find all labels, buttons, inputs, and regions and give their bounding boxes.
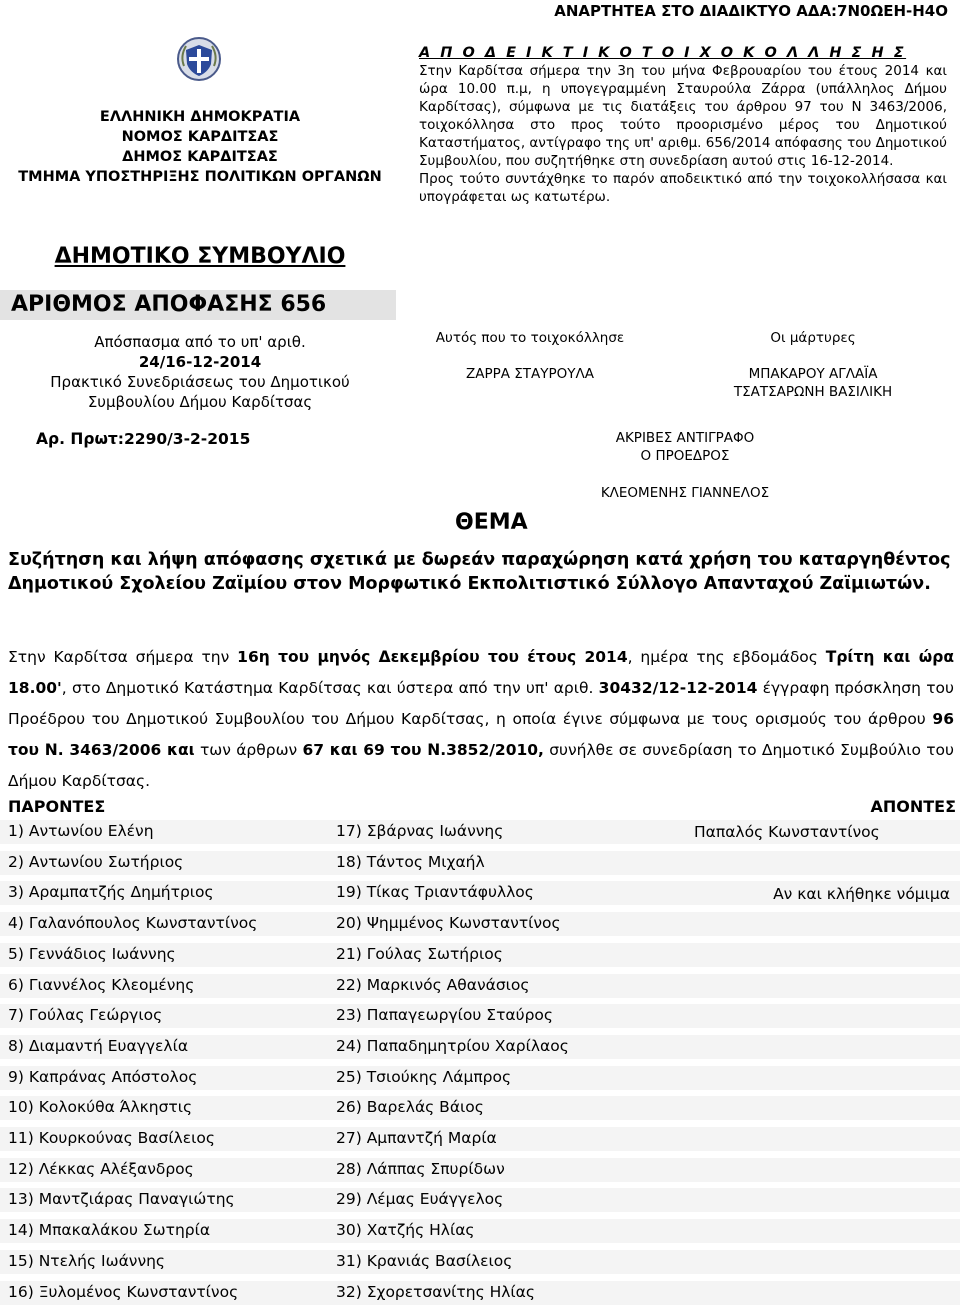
witnesses-label: Οι μάρτυρες bbox=[770, 330, 856, 346]
present-member: 28) Λάππας Σπυρίδων bbox=[336, 1160, 505, 1178]
present-member: 9) Καπράνας Απόστολος bbox=[8, 1068, 198, 1086]
intro-law-1: 96 του Ν. 3463/2006 και bbox=[8, 710, 954, 759]
present-member: 27) Αμπαντζή Μαρία bbox=[336, 1129, 497, 1147]
present-member: 22) Μαρκινός Αθανάσιος bbox=[336, 976, 530, 994]
extract-line-4: Συμβουλίου Δήμου Καρδίτσας bbox=[87, 393, 313, 411]
org-line-3: ΔΗΜΟΣ ΚΑΡΔΙΤΣΑΣ bbox=[122, 149, 278, 165]
present-member: 1) Αντωνίου Ελένη bbox=[8, 822, 154, 840]
present-member: 26) Βαρελάς Βάιος bbox=[336, 1098, 484, 1116]
absent-member: Παπαλός Κωνσταντίνος bbox=[694, 823, 880, 841]
president-name: ΚΛΕΟΜΕΝΗΣ ΓΙΑΝΝΕΛΟΣ bbox=[600, 485, 770, 501]
organization-block bbox=[0, 107, 400, 187]
posting-title: Α Π Ο Δ Ε Ι Κ Τ Ι Κ Ο Τ Ο Ι Χ Ο Κ Ο Λ Λ Η Σ Η Σ bbox=[419, 45, 907, 61]
intro-text-1: Στην Καρδίτσα σήμερα την bbox=[8, 648, 238, 666]
intro-law-2: 67 και 69 του Ν.3852/2010, bbox=[302, 741, 544, 759]
org-line-4: ΤΜΗΜΑ ΥΠΟΣΤΗΡΙΞΗΣ ΠΟΛΙΤΙΚΩΝ ΟΡΓΑΝΩΝ bbox=[18, 169, 382, 185]
posting-paragraph-2: Προς τούτο συντάχθηκε το παρόν αποδεικτικό από την τοιχοκολλήσασα και υπογράφεται ως κατωτέρω. bbox=[419, 171, 947, 205]
poster-label: Αυτός που το τοιχοκόλλησε bbox=[435, 330, 625, 346]
present-member: 18) Τάντος Μιχαήλ bbox=[336, 853, 485, 871]
present-member: 17) Σβάρνας Ιωάννης bbox=[336, 822, 504, 840]
present-member: 14) Μπακαλάκου Σωτηρία bbox=[8, 1221, 211, 1239]
extract-block bbox=[0, 332, 400, 412]
present-member: 4) Γαλανόπουλος Κωνσταντίνος bbox=[8, 914, 258, 932]
extract-line-1: Απόσπασμα από το υπ' αριθ. bbox=[94, 333, 306, 351]
present-member: 16) Ξυλομένος Κωνσταντίνος bbox=[8, 1283, 239, 1301]
present-member: 23) Παπαγεωργίου Σταύρος bbox=[336, 1006, 554, 1024]
council-title: ΔΗΜΟΤΙΚΟ ΣΥΜΒΟΥΛΙΟ bbox=[54, 244, 346, 269]
intro-invitation-number: 30432/12-12-2014 bbox=[598, 679, 758, 697]
present-member: 29) Λέμας Ευάγγελος bbox=[336, 1190, 504, 1208]
present-member: 5) Γεννάδιος Ιωάννης bbox=[8, 945, 176, 963]
witness-2: ΤΣΑΤΣΑΡΩΝΗ ΒΑΣΙΛΙΚΗ bbox=[733, 384, 893, 400]
protocol-number: Αρ. Πρωτ:2290/3-2-2015 bbox=[36, 430, 251, 448]
copy-label: ΑΚΡΙΒΕΣ ΑΝΤΙΓΡΑΦΟ bbox=[615, 430, 755, 446]
present-member: 25) Τσιούκης Λάμπρος bbox=[336, 1068, 512, 1086]
intro-text-3: , στο Δημοτικό Κατάστημα Καρδίτσας και ύστερα από την υπ' αριθ. bbox=[61, 679, 599, 697]
present-member: 13) Μαντζιάρας Παναγιώτης bbox=[8, 1190, 235, 1208]
present-member: 8) Διαμαντή Ευαγγελία bbox=[8, 1037, 189, 1055]
present-member: 19) Τίκας Τριαντάφυλλος bbox=[336, 883, 534, 901]
president-label: Ο ΠΡΟΕΔΡΟΣ bbox=[640, 448, 730, 464]
present-member: 10) Κολοκύθα Άλκηστις bbox=[8, 1098, 193, 1116]
header-ada: ΑΝΑΡΤΗΤΕΑ ΣΤΟ ΔΙΑΔΙΚΤΥΟ ΑΔΑ:7Ν0ΩΕΗ-Η4Ο bbox=[554, 2, 948, 20]
org-line-1: ΕΛΛΗΝΙΚΗ ΔΗΜΟΚΡΑΤΙΑ bbox=[99, 109, 301, 125]
poster-name: ΖΑΡΡΑ ΣΤΑΥΡΟΥΛΑ bbox=[465, 366, 595, 382]
absent-heading: ΑΠΟΝΤΕΣ bbox=[870, 797, 956, 816]
present-member: 12) Λέκκας Αλέξανδρος bbox=[8, 1160, 194, 1178]
posting-paragraph-1: Στην Καρδίτσα σήμερα την 3η του μήνα Φεβρουαρίου του έτους 2014 και ώρα 10.00 π.μ, η υπογεγραμμένη Σταυρούλα Ζάρρα (υπάλληλος Δήμου Καρδίτσας), σύμφωνα με τις διατάξεις του άρθρου 97 του Ν 3463/2006, τοιχοκόλλησα στο προς τούτο προορισμένο μέρος του Δημοτικού Καταστήματος, αντίγραφο της υπ' αριθμ. 656/2014 απόφασης του Δημοτικού Συμβουλίου, που συζητήθηκε στη συνεδρίαση αυτού στις 16-12-2014. bbox=[419, 63, 947, 169]
intro-date: 16η του μηνός Δεκεμβρίου του έτους 2014 bbox=[237, 648, 628, 666]
extract-line-3: Πρακτικό Συνεδριάσεως του Δημοτικού bbox=[50, 373, 350, 391]
intro-text-4: έγγραφη πρόσκληση του Προέδρου του Δημοτικού Συμβουλίου του Δήμου Καρδίτσας, η οποία έγινε σύμφωνα με τους ορισμούς του άρθρου bbox=[8, 679, 954, 728]
present-member: 30) Χατζής Ηλίας bbox=[336, 1221, 475, 1239]
present-member: 3) Αραμπατζής Δημήτριος bbox=[8, 883, 214, 901]
present-member: 31) Κρανιάς Βασίλειος bbox=[336, 1252, 513, 1270]
org-line-2: ΝΟΜΟΣ ΚΑΡΔΙΤΣΑΣ bbox=[121, 129, 279, 145]
witness-1: ΜΠΑΚΑΡΟΥ ΑΓΛΑΪΑ bbox=[748, 366, 878, 382]
intro-paragraph bbox=[8, 642, 954, 797]
present-member: 11) Κουρκούνας Βασίλειος bbox=[8, 1129, 215, 1147]
present-member: 7) Γούλας Γεώργιος bbox=[8, 1006, 163, 1024]
present-member: 20) Ψημμένος Κωνσταντίνος bbox=[336, 914, 561, 932]
present-member: 21) Γούλας Σωτήριος bbox=[336, 945, 503, 963]
intro-text-2: , ημέρα της εβδομάδος bbox=[627, 648, 826, 666]
subject-text: Συζήτηση και λήψη απόφασης σχετικά με δωρεάν παραχώρηση κατά χρήση του καταργηθέντος Δημοτικού Σχολείου Ζαϊμίου στον Μορφωτικό Εκπολιτιστικό Σύλλογο Απανταχού Ζαϊμιωτών. bbox=[8, 550, 951, 594]
present-member: 6) Γιαννέλος Κλεομένης bbox=[8, 976, 195, 994]
decision-number: ΑΡΙΘΜΟΣ ΑΠΟΦΑΣΗΣ 656 bbox=[0, 290, 396, 320]
present-heading: ΠΑΡΟΝΤΕΣ bbox=[8, 797, 106, 816]
present-member: 32) Σχορετσανίτης Ηλίας bbox=[336, 1283, 535, 1301]
greek-emblem-icon bbox=[176, 36, 222, 82]
posting-certificate bbox=[419, 44, 947, 206]
present-member: 2) Αντωνίου Σωτήριος bbox=[8, 853, 184, 871]
intro-text-5: των άρθρων bbox=[194, 741, 303, 759]
intro-day-time: Τρίτη και ώρα 18.00' bbox=[8, 648, 954, 697]
intro-text-6: συνήλθε σε συνεδρίαση το Δημοτικό Συμβούλιο του Δήμου Καρδίτσας. bbox=[8, 741, 954, 790]
present-member: 24) Παπαδημητρίου Χαρίλαος bbox=[336, 1037, 569, 1055]
thema-heading: ΘΕΜΑ bbox=[455, 510, 528, 535]
absent-note: Αν και κλήθηκε νόμιμα bbox=[773, 885, 950, 903]
present-member: 15) Ντελής Ιωάννης bbox=[8, 1252, 166, 1270]
extract-minutes-number: 24/16-12-2014 bbox=[138, 353, 262, 371]
